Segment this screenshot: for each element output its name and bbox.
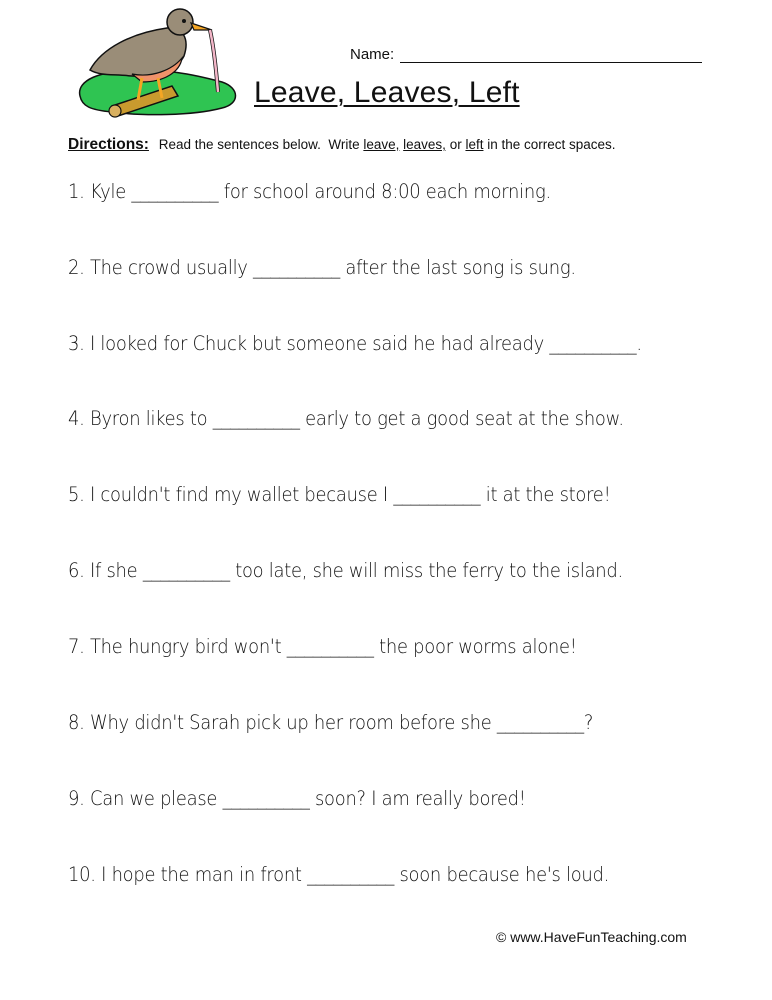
question-1: 1. Kyle __________ for school around 8:00 each morning.: [68, 180, 551, 203]
question-6: 6. If she __________ too late, she will miss the ferry to the island.: [68, 559, 623, 582]
directions-text: or: [445, 137, 466, 152]
question-5: 5. I couldn't find my wallet because I __________ it at the store!: [68, 483, 611, 506]
word-leaves: leaves,: [403, 137, 446, 152]
word-leave: leave,: [363, 137, 400, 152]
directions-text: in the correct spaces.: [483, 137, 616, 152]
worksheet-title: Leave, Leaves, Left: [254, 76, 520, 109]
name-label: Name:: [350, 46, 395, 63]
copyright: © www.HaveFunTeaching.com: [496, 929, 687, 945]
question-2: 2. The crowd usually __________ after the last song is sung.: [68, 256, 576, 279]
name-field[interactable]: [350, 46, 702, 63]
name-line[interactable]: [400, 48, 702, 63]
question-3: 3. I looked for Chuck but someone said he had already __________.: [68, 332, 642, 355]
directions-text: Read the sentences below. Write: [158, 137, 364, 152]
question-9: 9. Can we please __________ soon? I am really bored!: [68, 787, 526, 810]
robin-eating-worm-icon: [72, 8, 242, 120]
question-10: 10. I hope the man in front __________ soon because he's loud.: [68, 863, 610, 886]
directions: [68, 136, 616, 154]
directions-label: Directions:: [68, 136, 149, 153]
question-8: 8. Why didn't Sarah pick up her room before she __________?: [68, 711, 594, 734]
word-left: left: [465, 137, 484, 152]
question-4: 4. Byron likes to __________ early to get a good seat at the show.: [68, 407, 624, 430]
question-7: 7. The hungry bird won't __________ the poor worms alone!: [68, 635, 577, 658]
